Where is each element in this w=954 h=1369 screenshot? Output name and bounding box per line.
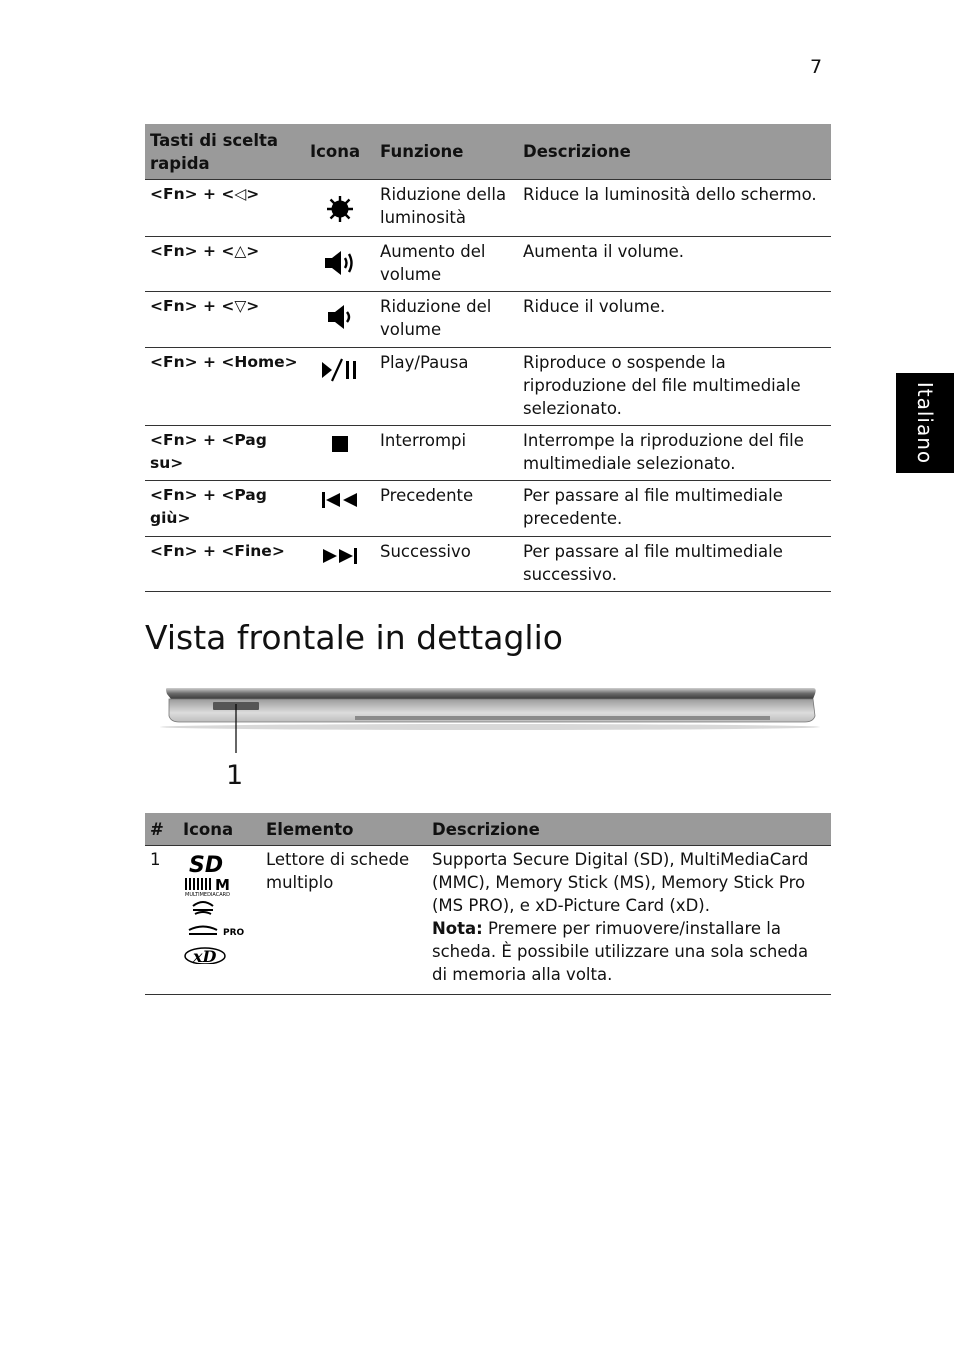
hotkey-cell: <Fn> + <Pag su>	[145, 426, 305, 481]
section-title: Vista frontale in dettaglio	[145, 618, 563, 657]
hotkey-cell: <Fn> + <△>	[145, 237, 305, 292]
icon-cell	[305, 426, 375, 481]
header-description: Descrizione	[518, 124, 831, 180]
hotkey-cell: <Fn> + <Fine>	[145, 537, 305, 592]
volume-down-icon	[325, 302, 355, 332]
note-body: Premere per rimuovere/installare la scheda. È possibile utilizzare una sola scheda di memoria alla volta.	[432, 919, 809, 984]
previous-icon	[321, 491, 359, 509]
next-icon	[321, 547, 359, 565]
hotkey-cell: <Fn> + <▽>	[145, 292, 305, 348]
description-cell: Per passare al file multimediale precedente.	[518, 481, 831, 537]
icon-cell	[305, 537, 375, 592]
hotkey-cell: <Fn> + <Pag giù>	[145, 481, 305, 537]
table-row	[145, 426, 831, 481]
description-cell	[427, 846, 831, 995]
icon-cell	[305, 292, 375, 348]
icon-cell	[178, 846, 261, 995]
volume-up-icon	[322, 248, 358, 278]
header-num: #	[145, 813, 178, 846]
table-row	[145, 537, 831, 592]
description-cell: Aumenta il volume.	[518, 237, 831, 292]
table-header-row	[145, 813, 831, 846]
header-icon: Icona	[305, 124, 375, 180]
num-cell: 1	[145, 846, 178, 995]
function-cell: Aumento del volume	[375, 237, 518, 292]
laptop-front-view-image	[145, 680, 825, 760]
svg-text:MULTIMEDIACARD: MULTIMEDIACARD	[185, 892, 230, 898]
header-hotkey: Tasti di scelta rapida	[145, 124, 305, 180]
icon-cell	[305, 481, 375, 537]
header-icon: Icona	[178, 813, 261, 846]
table-row	[145, 292, 831, 348]
svg-text:xD: xD	[193, 947, 217, 964]
function-cell: Play/Pausa	[375, 348, 518, 426]
icon-cell	[305, 180, 375, 237]
note-text	[432, 917, 826, 986]
svg-text:PRO: PRO	[223, 928, 245, 938]
icon-cell	[305, 237, 375, 292]
language-side-tab	[896, 373, 954, 473]
table-row	[145, 348, 831, 426]
front-view-table	[145, 813, 831, 995]
function-cell: Precedente	[375, 481, 518, 537]
description-cell: Riproduce o sospende la riproduzione del file multimediale selezionato.	[518, 348, 831, 426]
table-row	[145, 180, 831, 237]
table-row	[145, 237, 831, 292]
description-cell: Per passare al file multimediale successivo.	[518, 537, 831, 592]
page-number: 7	[810, 56, 823, 78]
brightness-down-icon	[324, 193, 356, 225]
description-text: Supporta Secure Digital (SD), MultiMediaCard (MMC), Memory Stick (MS), Memory Stick Pro (MS PRO), e xD-Picture Card (xD).	[432, 850, 809, 915]
hotkey-cell: <Fn> + <◁>	[145, 180, 305, 237]
description-cell: Riduce il volume.	[518, 292, 831, 348]
language-label: Italiano	[913, 381, 937, 465]
svg-text:M: M	[215, 876, 230, 894]
description-cell: Riduce la luminosità dello schermo.	[518, 180, 831, 237]
table-header-row	[145, 124, 831, 180]
function-cell: Interrompi	[375, 426, 518, 481]
function-cell: Riduzione della luminosità	[375, 180, 518, 237]
header-description: Descrizione	[427, 813, 831, 846]
icon-cell	[305, 348, 375, 426]
hotkeys-table	[145, 124, 831, 592]
table-row	[145, 481, 831, 537]
stop-icon	[331, 435, 349, 453]
function-cell: Successivo	[375, 537, 518, 592]
description-cell: Interrompe la riproduzione del file multimediale selezionato.	[518, 426, 831, 481]
hotkey-cell: <Fn> + <Home>	[145, 348, 305, 426]
svg-text:SD: SD	[189, 853, 224, 878]
card-reader-logos-icon	[183, 852, 249, 964]
note-label: Nota:	[432, 919, 483, 938]
callout-number: 1	[226, 760, 244, 791]
header-element: Elemento	[261, 813, 427, 846]
function-cell: Riduzione del volume	[375, 292, 518, 348]
play-pause-icon	[320, 357, 360, 383]
element-cell: Lettore di schede multiplo	[261, 846, 427, 995]
table-row	[145, 846, 831, 995]
header-function: Funzione	[375, 124, 518, 180]
